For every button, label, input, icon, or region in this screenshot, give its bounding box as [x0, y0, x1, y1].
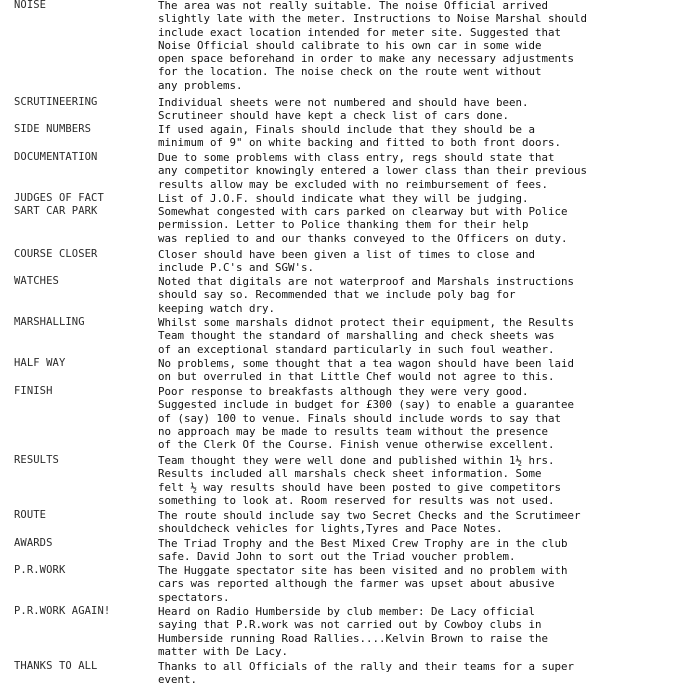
section-body [158, 660, 698, 687]
section-label: SART CAR PARK [14, 205, 98, 217]
section-label: THANKS TO ALL [14, 660, 98, 672]
text-line: Closer should have been given a list of times to close and [158, 248, 536, 261]
section-label: RESULTS [14, 454, 59, 466]
text-line: Whilst some marshals didnot protect their equipment, the Results [158, 316, 575, 329]
text-line: List of J.O.F. should indicate what they will be judging. [158, 192, 529, 205]
text-line: Thanks to all Officials of the rally and their teams for a super [158, 660, 575, 673]
section-label: NOISE [14, 0, 47, 11]
text-line: include exact location intended for meter site. Suggested that [158, 25, 562, 39]
text-line: safe. David John to sort out the Triad voucher problem. [158, 550, 516, 564]
section-label: ROUTE [14, 509, 47, 521]
section-body [158, 275, 698, 315]
text-line: Due to some problems with class entry, regs should state that [158, 151, 555, 164]
section-body [158, 96, 698, 123]
text-line: Heard on Radio Humberside by club member: De Lacy official [158, 605, 536, 618]
text-line: Noise Official should calibrate to his own car in some wide [158, 38, 542, 52]
text-line: If used again, Finals should include that they should be a [158, 123, 536, 136]
text-line: any competitor knowingly entered a lower class than their previous [158, 164, 588, 178]
text-line: Noted that digitals are not waterproof and Marshals instructions [158, 275, 575, 288]
section-label: P.R.WORK [14, 564, 66, 576]
section-label: FINISH [14, 385, 53, 397]
text-line: Team thought the standard of marshalling and check sheets was [158, 329, 555, 343]
text-line: Humberside running Road Rallies....Kelvin Brown to raise the [158, 631, 549, 645]
text-line: for the location. The noise check on the route went without [158, 65, 542, 79]
text-line: on but overruled in that Little Chef would not agree to this. [158, 370, 555, 384]
text-line: The route should include say two Secret Checks and the Scrutimeer [158, 509, 581, 522]
text-line: any problems. [158, 78, 243, 92]
section-body [158, 509, 698, 536]
text-line: results allow may be excluded with no reimbursement of fees. [158, 177, 549, 191]
section-body [158, 0, 698, 92]
text-line: Results included all marshals check sheet information. Some [158, 467, 542, 481]
text-line: minimum of 9" on white backing and fitted to both front doors. [158, 136, 562, 150]
text-line: The Huggate spectator site has been visited and no problem with [158, 564, 568, 577]
section-body [158, 537, 698, 564]
text-line: was replied to and our thanks conveyed to the Officers on duty. [158, 231, 568, 245]
text-line: shouldcheck vehicles for lights,Tyres and Pace Notes. [158, 522, 503, 536]
text-line: Scrutineer should have kept a check list of cars done. [158, 109, 510, 123]
section-body [158, 605, 698, 658]
text-line: Suggested include in budget for £300 (say) to enable a guarantee [158, 398, 575, 412]
text-line: No problems, some thought that a tea wagon should have been laid [158, 357, 575, 370]
text-line: The area was not really suitable. The noise Official arrived [158, 0, 549, 12]
text-line: should say so. Recommended that we include poly bag for [158, 288, 516, 302]
text-line: slightly late with the meter. Instructions to Noise Marshal should [158, 12, 588, 26]
section-label: AWARDS [14, 537, 53, 549]
text-line: Poor response to breakfasts although they were very good. [158, 385, 529, 398]
section-label: DOCUMENTATION [14, 151, 98, 163]
text-line: spectators. [158, 590, 230, 604]
text-line: permission. Letter to Police thanking them for their help [158, 218, 529, 232]
section-body [158, 564, 698, 604]
text-line: The Triad Trophy and the Best Mixed Crew Trophy are in the club [158, 537, 568, 550]
section-label: P.R.WORK AGAIN! [14, 605, 111, 617]
text-line: Somewhat congested with cars parked on clearway but with Police [158, 205, 568, 218]
text-line: something to look at. Room reserved for results was not used. [158, 493, 555, 507]
text-line: event. [158, 673, 198, 687]
text-line: of an exceptional standard particularly in such foul weather. [158, 342, 555, 356]
section-body [158, 192, 698, 205]
text-line: of (say) 100 to venue. Finals should include words to say that [158, 411, 562, 425]
text-line: felt ½ way results should have been posted to give competitors [158, 480, 562, 494]
section-body [158, 123, 698, 150]
section-body [158, 151, 698, 191]
text-line: open space beforehand in order to make any necessary adjustments [158, 52, 575, 66]
section-label: COURSE CLOSER [14, 248, 98, 260]
section-label: WATCHES [14, 275, 59, 287]
text-line: keeping watch dry. [158, 301, 276, 315]
text-line: include P.C's and SGW's. [158, 261, 315, 275]
section-body [158, 454, 698, 507]
text-line: no approach may be made to results team without the presence [158, 424, 549, 438]
section-body [158, 316, 698, 356]
text-line: saying that P.R.work was not carried out by Cowboy clubs in [158, 618, 542, 632]
section-body [158, 205, 698, 245]
section-label: SIDE NUMBERS [14, 123, 92, 135]
text-line: cars was reported although the farmer was upset about abusive [158, 577, 555, 591]
section-body [158, 248, 698, 275]
section-label: MARSHALLING [14, 316, 85, 328]
text-line: Team thought they were well done and published within 1½ hrs. [158, 454, 555, 467]
text-line: matter with De Lacy. [158, 644, 289, 658]
section-label: SCRUTINEERING [14, 96, 98, 108]
section-body [158, 357, 698, 384]
text-line: of the Clerk Of the Course. Finish venue otherwise excellent. [158, 438, 555, 452]
section-label: HALF WAY [14, 357, 66, 369]
text-line: Individual sheets were not numbered and should have been. [158, 96, 529, 109]
section-body [158, 385, 698, 451]
section-label: JUDGES OF FACT [14, 192, 104, 204]
